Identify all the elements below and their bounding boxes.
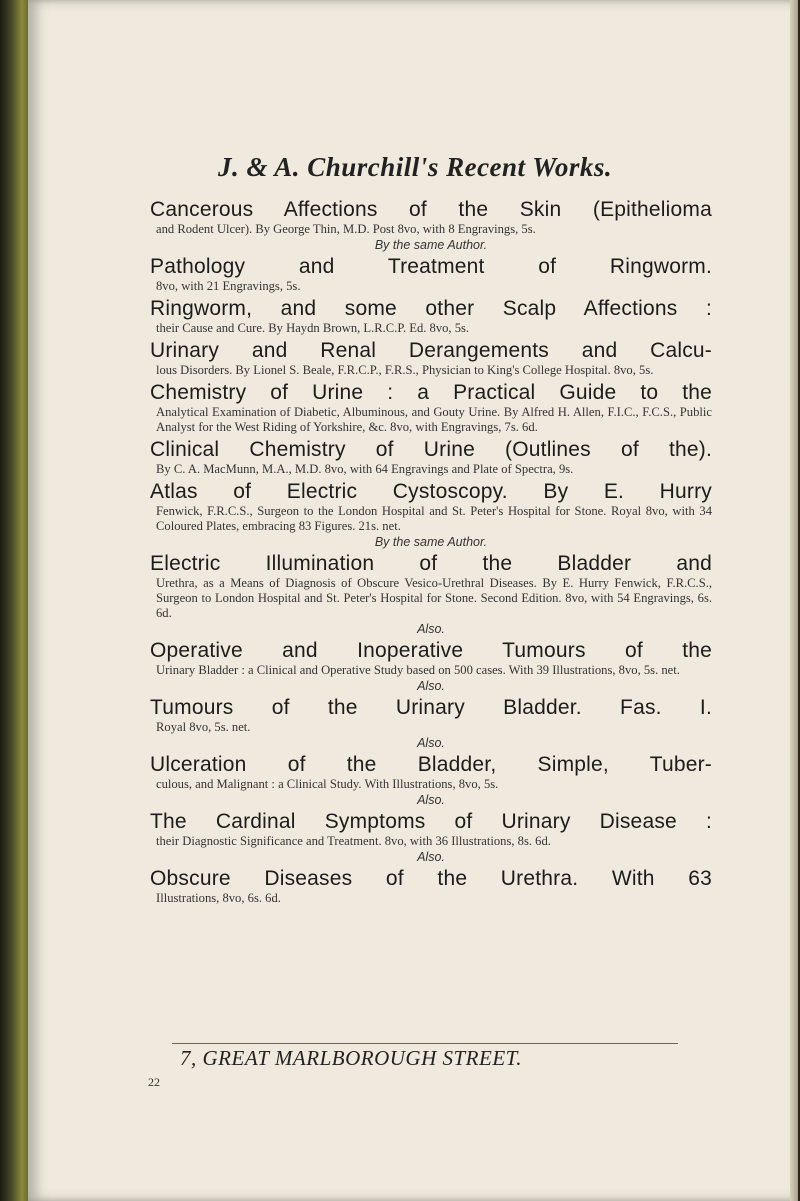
- entry-title: Clinical Chemistry of Urine (Outlines of the).: [150, 438, 712, 461]
- catalogue-entry: [150, 255, 712, 294]
- page-edge: [790, 0, 798, 1201]
- catalogue-entry: [150, 867, 712, 906]
- entry-note: Also.: [417, 622, 445, 636]
- entry-description: Illustrations, 8vo, 6s. 6d.: [156, 891, 281, 905]
- entry-note: Also.: [417, 850, 445, 864]
- entry-description: culous, and Malignant : a Clinical Study. With Illustrations, 8vo, 5s.: [156, 777, 499, 791]
- entry-title: Ulceration of the Bladder, Simple, Tuber-: [150, 753, 712, 776]
- footer-rule: [172, 1043, 678, 1044]
- page-number: 22: [148, 1075, 160, 1089]
- entry-note: Also.: [417, 793, 445, 807]
- entry-description: Analytical Examination of Diabetic, Albuminous, and Gouty Urine. By Alfred H. Allen, F.I.C., F.C.S., Public Analyst for the West Riding of Yorkshire, &c. 8vo, with Engravings, 7s. 6d.: [156, 405, 712, 434]
- entry-description: their Cause and Cure. By Haydn Brown, L.R.C.P. Ed. 8vo, 5s.: [156, 321, 470, 335]
- entry-title: The Cardinal Symptoms of Urinary Disease :: [150, 810, 712, 833]
- entry-title: Obscure Diseases of the Urethra. With 63: [150, 867, 712, 890]
- entry-note: By the same Author.: [374, 238, 488, 252]
- entry-title: Chemistry of Urine : a Practical Guide to the: [150, 381, 712, 404]
- entry-description: lous Disorders. By Lionel S. Beale, F.R.C.P., F.R.S., Physician to King's College Hospital. 8vo, 5s.: [156, 363, 654, 377]
- entry-title: Pathology and Treatment of Ringworm.: [150, 255, 712, 278]
- entry-title: Electric Illumination of the Bladder and: [150, 552, 712, 575]
- catalogue-entry: [150, 480, 712, 549]
- catalogue-entry: [150, 198, 712, 252]
- entry-description: Fenwick, F.R.C.S., Surgeon to the London Hospital and St. Peter's Hospital for Stone. Royal 8vo, with 34 Coloured Plates, embracing 83 Figures. 21s. net.: [156, 504, 712, 533]
- catalogue-entry: [150, 552, 712, 636]
- catalogue-list: [150, 198, 712, 909]
- entry-description: Urethra, as a Means of Diagnosis of Obscure Vesico-Urethral Diseases. By E. Hurry Fenwick, F.R.C.S., Surgeon to London Hospital and St. Peter's Hospital for Stone. Second Edition. 8vo, with 54 Engravings, 6s. 6d.: [156, 576, 712, 620]
- running-header: J. & A. Churchill's Recent Works.: [218, 152, 613, 182]
- catalogue-entry: [150, 639, 712, 693]
- publisher-address: 7, GREAT MARLBOROUGH STREET.: [180, 1046, 523, 1070]
- entry-note: By the same Author.: [374, 535, 488, 549]
- entry-title: Urinary and Renal Derangements and Calcu-: [150, 339, 712, 362]
- catalogue-entry: [150, 297, 712, 336]
- entry-description: their Diagnostic Significance and Treatment. 8vo, with 36 Illustrations, 8s. 6d.: [156, 834, 551, 848]
- entry-note: Also.: [417, 736, 445, 750]
- entry-description: and Rodent Ulcer). By George Thin, M.D. Post 8vo, with 8 Engravings, 5s.: [156, 222, 536, 236]
- entry-description: Royal 8vo, 5s. net.: [156, 720, 251, 734]
- catalogue-entry: [150, 381, 712, 435]
- catalogue-entry: [150, 753, 712, 807]
- entry-description: 8vo, with 21 Engravings, 5s.: [156, 279, 301, 293]
- entry-title: Operative and Inoperative Tumours of the: [150, 639, 712, 662]
- catalogue-entry: [150, 696, 712, 750]
- catalogue-entry: [150, 339, 712, 378]
- entry-title: Ringworm, and some other Scalp Affections :: [150, 297, 712, 320]
- catalogue-entry: [150, 810, 712, 864]
- entry-title: Tumours of the Urinary Bladder. Fas. I.: [150, 696, 712, 719]
- entry-note: Also.: [417, 679, 445, 693]
- entry-description: Urinary Bladder : a Clinical and Operative Study based on 500 cases. With 39 Illustrations, 8vo, 5s. net.: [156, 663, 680, 677]
- catalogue-entry: [150, 438, 712, 477]
- entry-description: By C. A. MacMunn, M.A., M.D. 8vo, with 64 Engravings and Plate of Spectra, 9s.: [156, 462, 574, 476]
- entry-title: Atlas of Electric Cystoscopy. By E. Hurry: [150, 480, 712, 503]
- entry-title: Cancerous Affections of the Skin (Epithelioma: [150, 198, 712, 221]
